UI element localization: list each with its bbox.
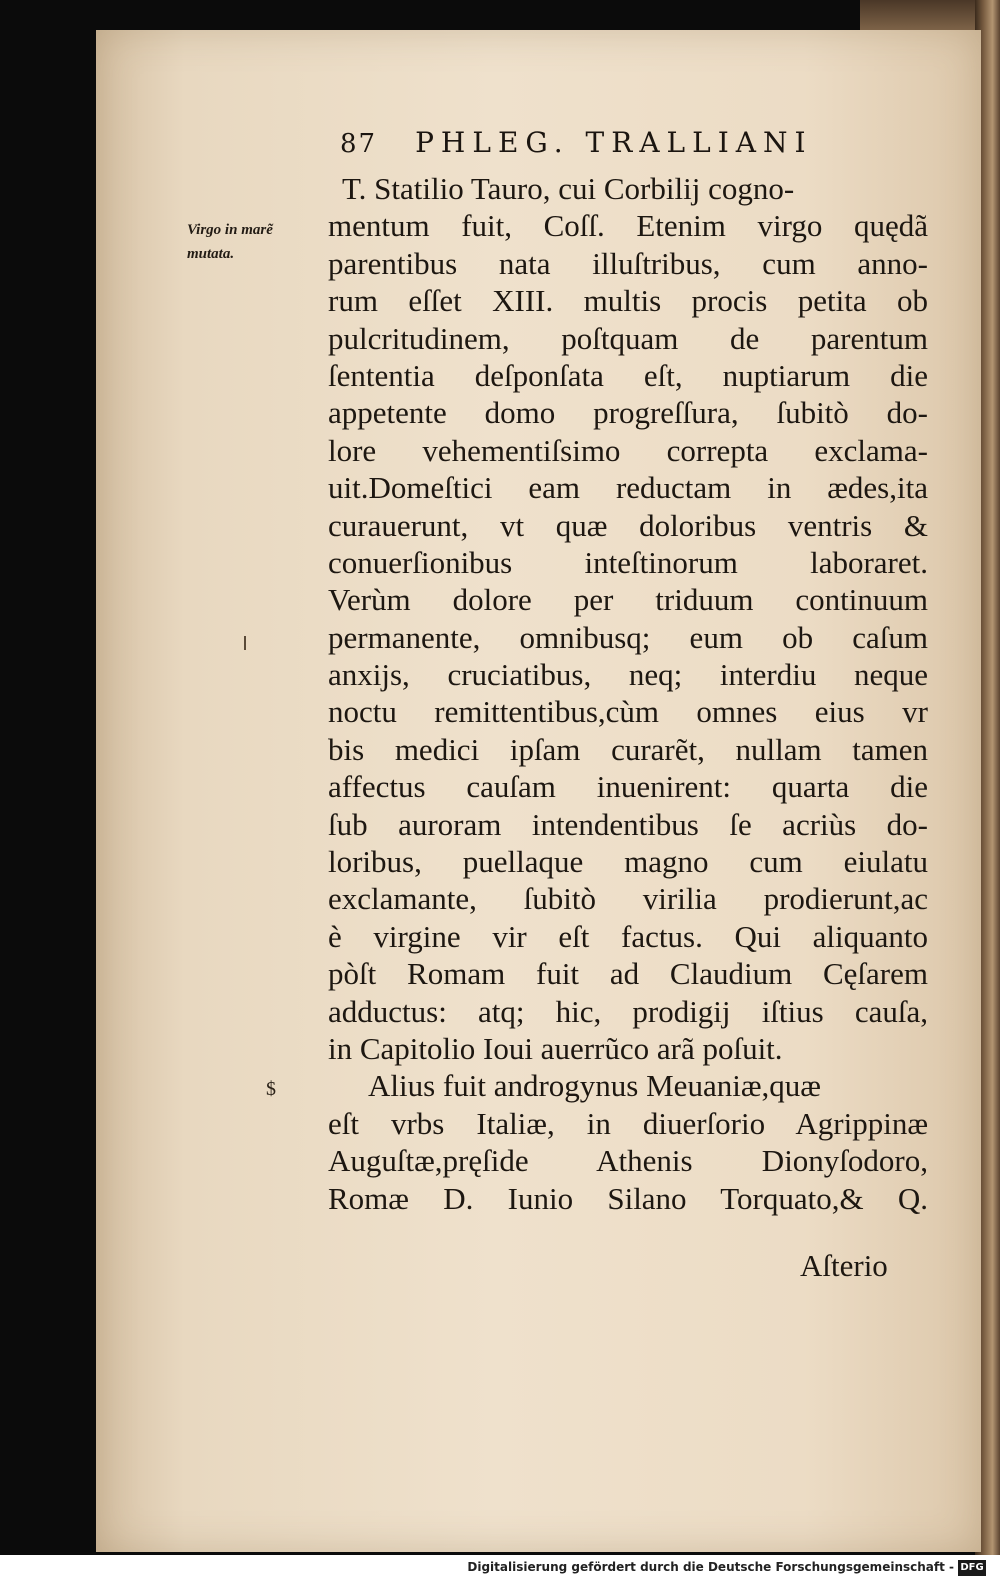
margin-tick-mark	[244, 636, 246, 650]
running-title: PHLEG. TRALLIANI	[415, 126, 813, 159]
text-line: appetente domo progreſſura, ſubitò do-	[328, 395, 928, 431]
text-line: curauerunt, vt quæ doloribus ventris &	[328, 507, 928, 543]
funding-credit: Digitalisierung gefördert durch die Deutsche Forschungsgemeinschaft -	[467, 1560, 954, 1574]
text-line: Verùm dolore per triduum continuum	[328, 582, 928, 618]
text-line: lore vehementiſsimo correpta exclama-	[328, 432, 928, 468]
text-line: è virgine vir eſt factus. Qui aliquanto	[328, 918, 928, 954]
dfg-logo: DFG	[958, 1560, 986, 1576]
text-line: pòſt Romam fuit ad Claudium Cęſarem	[328, 956, 928, 992]
catchword: Aſterio	[800, 1248, 888, 1283]
text-line: conuerſionibus inteſtinorum laboraret.	[328, 544, 928, 580]
text-line: T. Statilio Tauro, cui Corbilij cogno-	[342, 171, 795, 206]
text-line: pulcritudinem, poſtquam de parentum	[328, 320, 928, 356]
text-line: Auguſtæ,pręſide Athenis Dionyſodoro,	[328, 1143, 928, 1179]
text-line: adductus: atq; hic, prodigij iſtius cauſa,	[328, 993, 928, 1029]
text-line: rum eſſet XIII. multis procis petita ob	[328, 283, 928, 319]
text-line: parentibus nata illuſtribus, cum anno-	[328, 245, 928, 281]
text-line: eſt vrbs Italiæ, in diuerſorio Agrippinæ	[328, 1105, 928, 1141]
margin-note-line: mutata.	[187, 246, 235, 262]
marginal-sign: $	[266, 1078, 276, 1100]
text-line: ſub auroram intendentibus ſe acriùs do-	[328, 806, 928, 842]
text-line: loribus, puellaque magno cum eiulatu	[328, 844, 928, 880]
text-line: affectus cauſam inuenirent: quarta die	[328, 769, 928, 805]
text-line: ſententia deſponſata eſt, nuptiarum die	[328, 357, 928, 393]
text-line: uit.Domeſtici eam reductam in ædes,ita	[328, 470, 928, 506]
text-line: noctu remittentibus,cùm omnes eius vr	[328, 694, 928, 730]
body-text	[328, 170, 928, 1217]
text-line: Alius fuit androgynus Meuaniæ,quæ	[368, 1068, 821, 1104]
text-line: Romæ D. Iunio Silano Torquato,& Q.	[328, 1180, 928, 1216]
text-line: exclamante, ſubitò virilia prodierunt,ac	[328, 881, 928, 917]
text-line: anxijs, cruciatibus, neq; interdiu neque	[328, 657, 928, 693]
text-line: in Capitolio Ioui auerrũco arã poſuit.	[328, 1030, 783, 1066]
footer-bar	[0, 1555, 1000, 1583]
margin-note	[187, 218, 327, 266]
page-header	[340, 126, 920, 166]
text-line: mentum fuit, Coſſ. Etenim virgo quędã	[328, 208, 928, 244]
page-number: 87	[340, 129, 378, 159]
margin-note-line: Virgo in marẽ	[187, 222, 273, 238]
text-line: permanente, omnibusq; eum ob caſum	[328, 619, 928, 655]
text-line: bis medici ipſam curarẽt, nullam tamen	[328, 731, 928, 767]
